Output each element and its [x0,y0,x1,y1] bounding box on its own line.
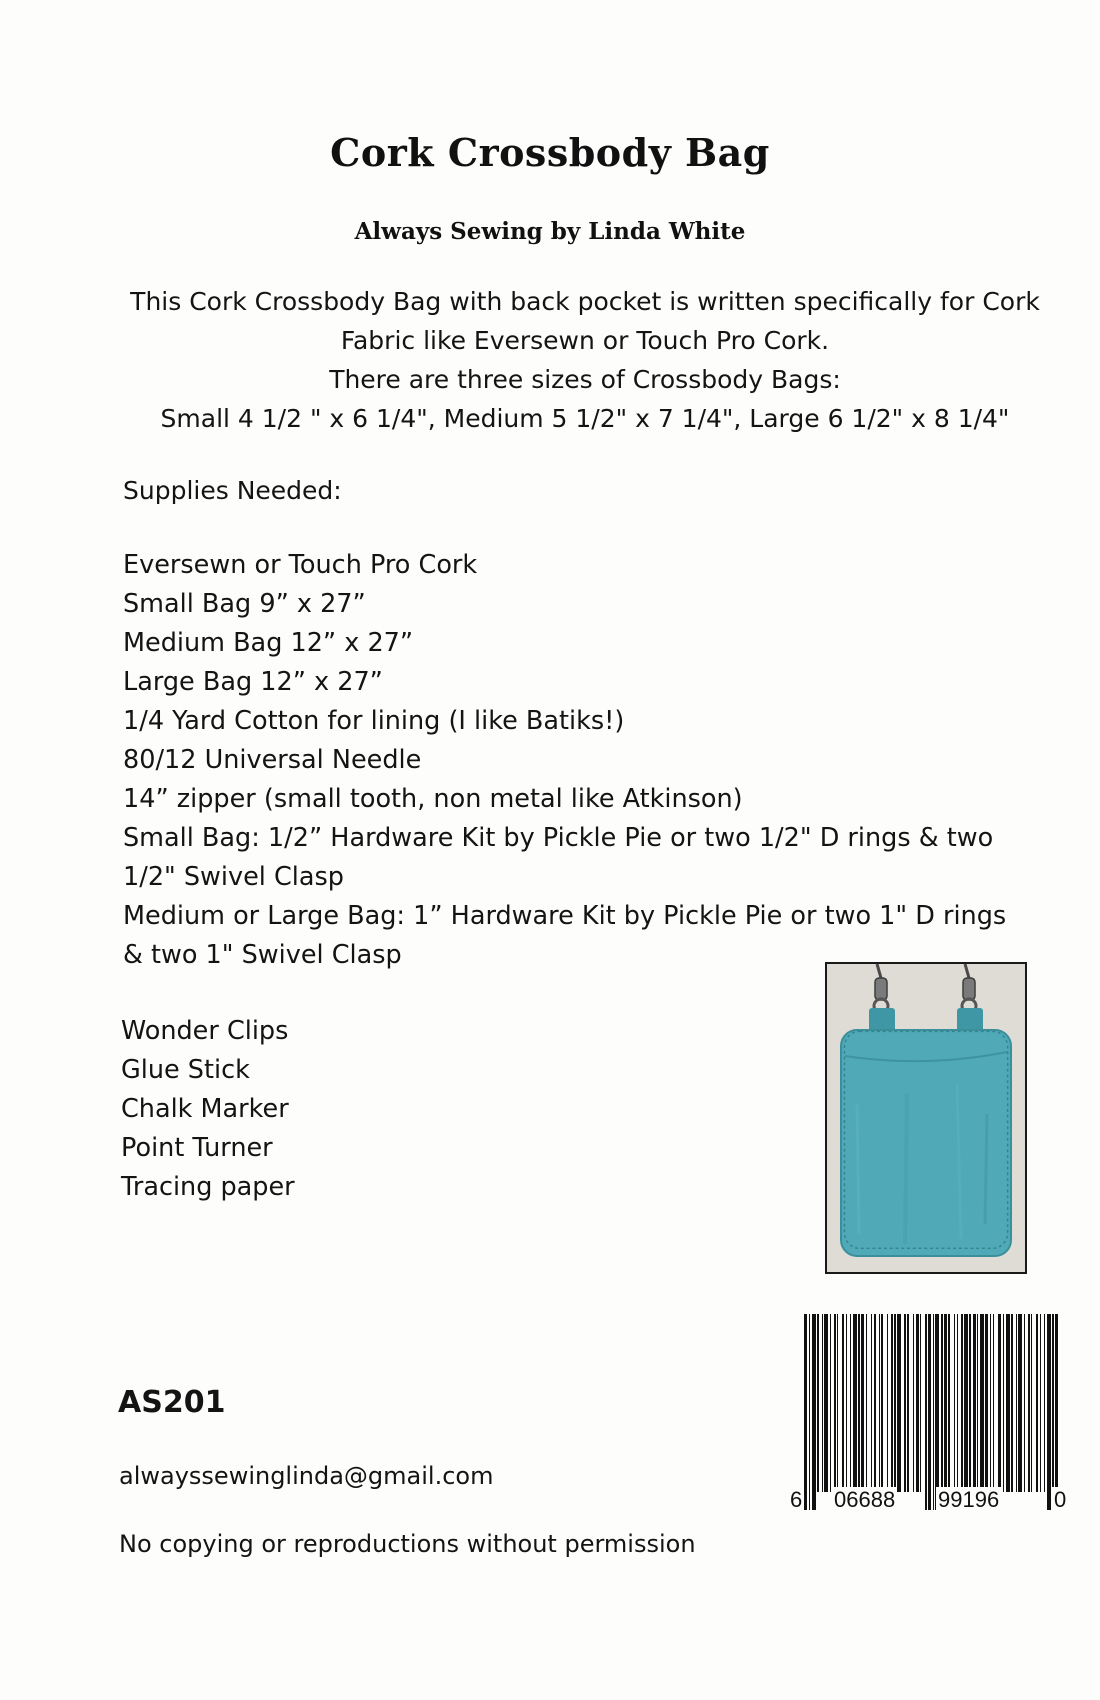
barcode-bar [837,1314,838,1492]
intro-line: Fabric like Eversewn or Touch Pro Cork. [340,326,830,355]
supplies-heading: Supplies Needed: [123,476,342,505]
product-code: AS201 [118,1385,226,1420]
supply-item: Medium or Large Bag: 1” Hardware Kit by Pickle Pie or two 1" D rings [123,901,1007,931]
supply-item: Eversewn or Touch Pro Cork [123,550,478,580]
tool-item: Wonder Clips [121,1016,289,1046]
barcode-bar [1055,1314,1058,1510]
barcode-bar [842,1314,844,1492]
barcode-bar [1024,1314,1025,1492]
supply-item: Small Bag: 1/2” Hardware Kit by Pickle Pie or two 1/2" D rings & two [123,823,994,853]
barcode-bar [964,1314,968,1492]
barcode-bar [1006,1314,1010,1492]
supply-item: & two 1" Swivel Clasp [123,940,402,970]
barcode-bar [916,1314,919,1492]
barcode-bar [858,1314,860,1492]
barcode-bar [933,1314,934,1510]
bag-photo [825,962,1027,1274]
barcode-bar [887,1314,888,1492]
sizes-line: Small 4 1/2 " x 6 1/4", Medium 5 1/2" x 7 1/4", Large 6 1/2" x 8 1/4" [160,404,1010,433]
barcode-bar [1016,1314,1017,1492]
supply-item: 1/4 Yard Cotton for lining (I like Batiks!) [123,706,625,736]
barcode-left-digit: 6 [790,1487,803,1512]
barcode-bar [904,1314,906,1492]
barcode-bar [980,1314,984,1492]
supplies-list [123,546,1073,975]
barcode-bar [907,1314,909,1492]
supply-item: Large Bag 12” x 27” [123,667,383,697]
copyright-notice: No copying or reproductions without permission [119,1530,696,1558]
barcode-bar [824,1314,828,1492]
barcode-bar [871,1314,872,1492]
barcode-bar [881,1314,883,1492]
supply-item: 80/12 Universal Needle [123,745,422,775]
barcode-bar [948,1314,950,1492]
barcode-bar [897,1314,901,1492]
barcode-bar [920,1314,921,1492]
barcode-bar [973,1314,976,1492]
intro-line: There are three sizes of Crossbody Bags: [329,365,841,394]
barcode-bar [1052,1314,1054,1510]
barcode-bar [861,1314,864,1492]
barcode-bar [928,1314,931,1510]
barcode-bar [894,1314,896,1492]
barcode-group-2: 99196 [938,1487,1000,1512]
barcode-right-digit: 0 [1054,1487,1067,1512]
author-line: Always Sewing by Linda White [354,218,746,245]
barcode-bar [993,1314,994,1492]
supply-item: 1/2" Swivel Clasp [123,862,344,892]
barcode-bar [809,1314,810,1510]
barcode-bar [998,1314,1001,1492]
barcode-bar [846,1314,847,1492]
barcode-bar [830,1314,831,1492]
barcode-bar [866,1314,867,1492]
barcode-bar [925,1314,927,1510]
barcode-bar [1011,1314,1013,1492]
barcode-bar [941,1314,943,1492]
intro-paragraph [110,282,1060,438]
barcode-bar [1003,1314,1004,1492]
barcode-bar [879,1314,880,1492]
tool-item: Tracing paper [121,1172,295,1202]
barcode-group-1: 06688 [834,1487,896,1512]
barcode-bar [1028,1314,1030,1492]
supply-item: Medium Bag 12” x 27” [123,628,414,658]
barcode-bar [1036,1314,1038,1492]
supply-item: 14” zipper (small tooth, non metal like Atkinson) [123,784,743,814]
barcode-bar [1031,1314,1032,1492]
contact-email[interactable]: alwayssewinglinda@gmail.com [119,1462,494,1490]
barcode-bar [1040,1314,1041,1492]
barcode-bar [977,1314,978,1492]
intro-line: This Cork Crossbody Bag with back pocket is written specifically for Cork [130,287,1040,316]
barcode-bar [1044,1314,1045,1492]
barcode-bar [1047,1314,1051,1510]
barcode-bar [944,1314,947,1492]
barcode-bar [961,1314,963,1492]
page-title: Cork Crossbody Bag [330,130,770,175]
barcode-bar [853,1314,857,1492]
barcode-bar [985,1314,988,1492]
tool-item: Chalk Marker [121,1094,289,1124]
crossbody-bag-image [827,964,1025,1272]
barcode [790,1314,1070,1516]
tools-list [121,1012,295,1207]
barcode-bar [1018,1314,1022,1492]
barcode-bar [891,1314,893,1492]
barcode-bar [812,1314,816,1510]
barcode-bar [913,1314,914,1492]
tool-item: Glue Stick [121,1055,250,1085]
tool-item: Point Turner [121,1133,273,1163]
supply-item: Small Bag 9” x 27” [123,589,366,619]
barcode-bar [834,1314,836,1492]
barcode-bar [957,1314,958,1492]
barcode-bar [874,1314,876,1492]
barcode-bar [817,1314,819,1492]
barcode-bar [969,1314,971,1492]
barcode-bar [935,1314,939,1510]
barcode-bar [822,1314,823,1492]
barcode-bar [804,1314,807,1510]
barcode-bar [954,1314,955,1492]
barcode-bar [850,1314,851,1492]
barcode-bars [790,1314,1070,1516]
barcode-bar [990,1314,991,1492]
